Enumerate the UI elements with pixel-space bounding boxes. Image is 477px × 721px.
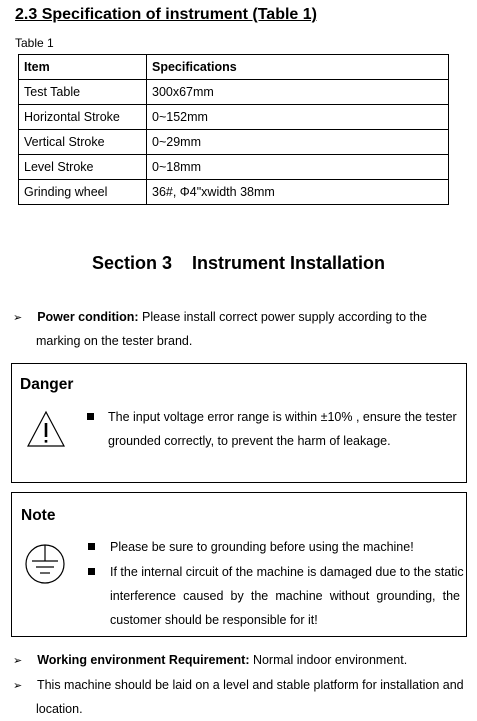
bullet-square-icon [88,568,95,575]
table-cell: Horizontal Stroke [19,105,147,130]
table-cell: 0~18mm [147,155,449,180]
note-title: Note [21,507,56,524]
power-text: Please install correct power supply according to the [138,310,427,324]
note-text: If the internal circuit of the machine is damaged due to the static [110,565,464,579]
table-header-item: Item [19,55,147,80]
platform-item [13,673,464,698]
warning-triangle-icon [26,410,66,453]
table-cell: 0~29mm [147,130,449,155]
working-env-item [13,648,407,673]
table-cell: Vertical Stroke [19,130,147,155]
table-cell: 36#, Φ4"xwidth 38mm [147,180,449,205]
bullet-square-icon [87,413,94,420]
table-cell: Test Table [19,80,147,105]
table-row [19,180,449,205]
table-cell: 300x67mm [147,80,449,105]
spec-table [18,54,449,205]
arrow-bullet-icon: ➢ [13,680,23,692]
note-text: Please be sure to grounding before using the machine! [110,540,414,554]
section-heading: Section 3 Instrument Installation [91,253,386,273]
table-cell: 0~152mm [147,105,449,130]
table-row [19,130,449,155]
note-text: customer should be responsible for it! [110,613,318,627]
power-label: Power condition: [37,310,139,324]
platform-text-cont: location. [36,702,83,716]
arrow-bullet-icon: ➢ [13,655,23,667]
table-cell: Level Stroke [19,155,147,180]
table-header-spec: Specifications [147,55,449,80]
table-row [19,155,449,180]
note-box [11,492,467,637]
bullet-square-icon [88,543,95,550]
danger-box [11,363,467,483]
power-condition-item [13,305,473,330]
table-row [19,80,449,105]
power-text-cont: marking on the tester brand. [36,334,193,348]
table-header-row [19,55,449,80]
note-text: interference caused by the machine without grounding, the [110,589,460,603]
ground-symbol-icon [24,543,66,590]
working-env-label: Working environment Requirement: [37,653,250,667]
arrow-bullet-icon: ➢ [13,312,23,324]
table-caption: Table 1 [15,36,54,50]
danger-title: Danger [20,376,74,393]
table-row [19,105,449,130]
section-title: 2.3 Specification of instrument (Table 1) [15,6,317,23]
working-env-text: Normal indoor environment. [249,653,408,667]
danger-text: The input voltage error range is within ±10% , ensure the tester [108,410,457,424]
platform-text: This machine should be laid on a level and stable platform for installation and [36,678,464,692]
danger-text: grounded correctly, to prevent the harm of leakage. [108,434,391,448]
table-cell: Grinding wheel [19,180,147,205]
